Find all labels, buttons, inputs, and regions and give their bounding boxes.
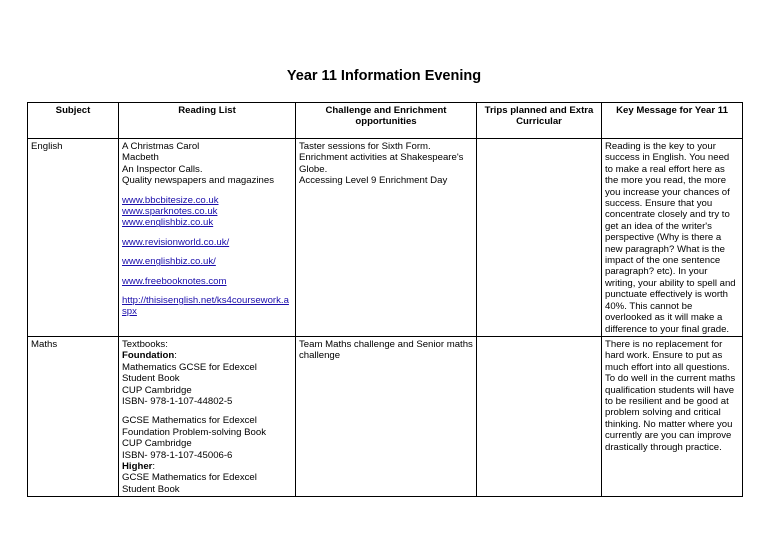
english-reading-list [119, 139, 296, 337]
reading-item: Quality newspapers and magazines [122, 175, 274, 187]
reading-item: Macbeth [122, 152, 159, 164]
reading-item: An Inspector Calls. [122, 163, 203, 175]
header-subject: Subject [28, 103, 119, 139]
reading-item: A Christmas Carol [122, 141, 200, 152]
book-item: Mathematics GCSE for Edexcel Student Book [122, 361, 257, 385]
header-challenge: Challenge and Enrichment opportunities [296, 103, 477, 139]
challenge-item: Enrichment activities at Shakespeare's Globe. [299, 152, 464, 175]
book-item: GCSE Mathematics for Edexcel Foundation Problem-solving Book [122, 415, 266, 438]
link-bbcbitesize[interactable]: www.bbcbitesize.co.uk [122, 194, 219, 206]
challenge-item: Taster sessions for Sixth Form. [299, 141, 431, 152]
english-challenge [296, 139, 477, 337]
english-trips [477, 139, 602, 337]
maths-challenge: Team Maths challenge and Senior maths challenge [296, 336, 477, 496]
higher-label: Higher [122, 460, 153, 472]
header-row [28, 103, 743, 139]
book-item: GCSE Mathematics for Edexcel Student Book [122, 472, 257, 495]
english-subject: English [28, 139, 119, 337]
link-sparknotes[interactable]: www.sparknotes.co.uk [122, 206, 218, 218]
link-englishbiz-2[interactable]: www.englishbiz.co.uk/ [122, 256, 216, 268]
header-key-message: Key Message for Year 11 [602, 103, 743, 139]
foundation-label: Foundation [122, 350, 175, 362]
information-table [27, 102, 743, 497]
link-thisisenglish[interactable]: http://thisisenglish.net/ks4coursework.aspx [122, 295, 289, 318]
maths-reading-list: Textbooks: Foundation: Mathematics GCSE for Edexcel Student Book CUP Cambridge ISBN- 978-1-107-44802-5 GCSE Mathematics for Edexcel Foundation Problem-solving Book CUP Cambridge ISBN- 978-1-107-45006-6 Higher: GCSE Mathematics for Edexcel Student Book [119, 336, 296, 496]
book-item: CUP Cambridge [122, 384, 192, 396]
english-row [28, 139, 743, 337]
book-item: CUP Cambridge [122, 438, 192, 450]
link-englishbiz[interactable]: www.englishbiz.co.uk [122, 217, 214, 229]
maths-trips [477, 336, 602, 496]
link-revisionworld[interactable]: www.revisionworld.co.uk/ [122, 236, 230, 248]
challenge-item: Accessing Level 9 Enrichment Day [299, 175, 448, 187]
link-freebooknotes[interactable]: www.freebooknotes.com [122, 275, 227, 287]
textbooks-label: Textbooks: [122, 338, 168, 350]
maths-subject: Maths [28, 336, 119, 496]
page-title: Year 11 Information Evening [286, 68, 482, 84]
book-item: ISBN- 978-1-107-44802-5 [122, 395, 233, 407]
maths-row [28, 336, 743, 496]
maths-key-message: There is no replacement for hard work. Ensure to put as much effort into all questions. To do well in the current maths qualification students will have to be resilient and be good at problem solving and critical thinking. No matter where you currently are you can improve drastically through practice. [602, 336, 743, 496]
english-key-message: Reading is the key to your success in English. You need to make a real effort here as the more you read, the more you increase your chances of success. Ensure that you concentrate closely and try to get an idea of the writer's perspective (Why is there a new paragraph? What is the impact of the one sentence paragraph? etc). In your writing, your ability to spell and punctuate effectively is worth 40%. This cannot be overlooked as it will make a difference to your final grade. [602, 139, 743, 337]
header-trips: Trips planned and Extra Curricular [477, 103, 602, 139]
header-reading-list: Reading List [119, 103, 296, 139]
book-item: ISBN- 978-1-107-45006-6 [122, 449, 233, 461]
